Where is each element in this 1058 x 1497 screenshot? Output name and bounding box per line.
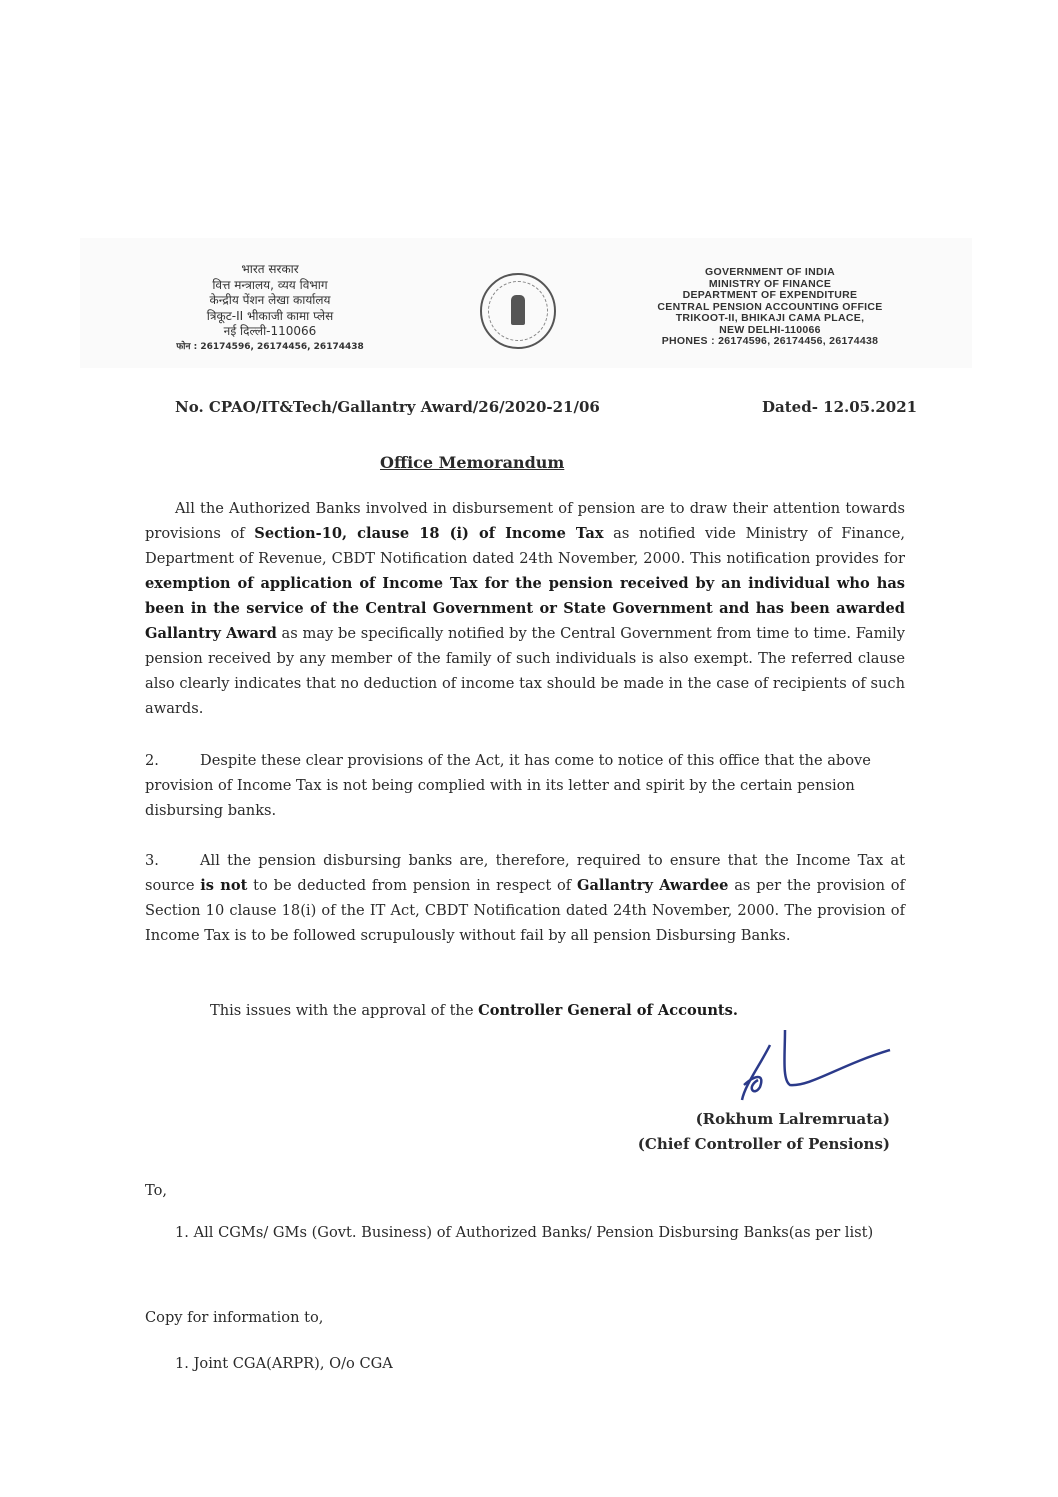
- letterhead-english: [600, 267, 940, 348]
- hindi-line: त्रिकूट-II भीकाजी कामा प्लेस: [206, 308, 334, 323]
- para-number: 2.: [145, 752, 159, 769]
- document-title: Office Memorandum: [380, 453, 565, 472]
- copy-list-item: 1. Joint CGA(ARPR), O/o CGA: [175, 1355, 393, 1372]
- para-number: 3.: [145, 852, 159, 869]
- english-line: DEPARTMENT OF EXPENDITURE: [682, 289, 858, 301]
- bold-text: Controller General of Accounts.: [478, 1002, 738, 1019]
- hindi-line: केन्द्रीय पेंशन लेखा कार्यालय: [209, 293, 331, 307]
- bold-text: Gallantry Awardee: [576, 877, 729, 894]
- signatory-name: (Rokhum Lalremruata): [695, 1110, 890, 1128]
- paragraph-1: [145, 496, 905, 721]
- to-list-item: 1. All CGMs/ GMs (Govt. Business) of Authorized Banks/ Pension Disbursing Banks(as per list): [175, 1224, 874, 1241]
- paragraph-3: [145, 848, 905, 948]
- bold-text: is not: [200, 877, 248, 894]
- bold-text: exemption of application of Income Tax for the pension received by an individual who has been in the service of the Central Government or State Government and has been awarded Gallantry Award: [145, 575, 905, 642]
- text: as notified vide Ministry of Finance, Department of Revenue, CBDT Notification dated 24th November, 2000. This notification provides for: [145, 525, 905, 567]
- paragraph-2: [145, 748, 885, 823]
- reference-number: No. CPAO/IT&Tech/Gallantry Award/26/2020-21/06: [175, 398, 600, 416]
- english-line: PHONES : 26174596, 26174456, 26174438: [661, 335, 879, 347]
- english-line: GOVERNMENT OF INDIA: [705, 266, 835, 278]
- text: All the Authorized Banks involved in disbursement of pension are to draw their attention towards provisions of: [145, 500, 905, 542]
- english-line: TRIKOOT-II, BHIKAJI CAMA PLACE,: [675, 312, 865, 324]
- bold-text: Section-10, clause 18 (i) of Income Tax: [254, 525, 604, 542]
- to-label: To,: [145, 1182, 168, 1199]
- hindi-line: वित्त मन्त्रालय, व्यय विभाग: [212, 277, 328, 292]
- text: This issues with the approval of the: [210, 1002, 479, 1019]
- text: as per the provision of Section 10 clause 18(i) of the IT Act, CBDT Notification dated 24th November, 2000. The provision of Income Tax is to be followed scrupulously without fail by all pension Disbursing Banks.: [145, 877, 905, 944]
- signature-icon: [730, 1025, 900, 1105]
- hindi-phone: फोन : 26174596, 26174456, 26174438: [176, 341, 364, 352]
- date: Dated- 12.05.2021: [762, 398, 918, 416]
- text: as may be specifically notified by the Central Government from time to time. Family pension received by any member of the family of such individuals is also exempt. The referred clause also clearly indicates that no deduction of income tax should be made in the case of recipients of such awards.: [145, 625, 905, 717]
- text: to be deducted from pension in respect of: [247, 877, 577, 894]
- english-line: MINISTRY OF FINANCE: [708, 277, 832, 290]
- signatory-designation: (Chief Controller of Pensions): [637, 1135, 890, 1153]
- national-emblem-seal-icon: [480, 273, 556, 349]
- english-line: NEW DELHI-110066: [719, 323, 821, 336]
- approval-line: [210, 998, 738, 1023]
- hindi-line: भारत सरकार: [241, 262, 299, 276]
- hindi-line: नई दिल्ली-110066: [223, 324, 317, 338]
- text: Despite these clear provisions of the Act, it has come to notice of this office that the above provision of Income Tax is not being complied with in its letter and spirit by the certain pension disbursing banks.: [145, 752, 871, 819]
- text: All the pension disbursing banks are, therefore, required to ensure that the Income Tax at source: [145, 852, 905, 894]
- english-line: CENTRAL PENSION ACCOUNTING OFFICE: [657, 300, 883, 313]
- copy-label: Copy for information to,: [145, 1309, 324, 1326]
- letterhead-hindi: [85, 262, 455, 355]
